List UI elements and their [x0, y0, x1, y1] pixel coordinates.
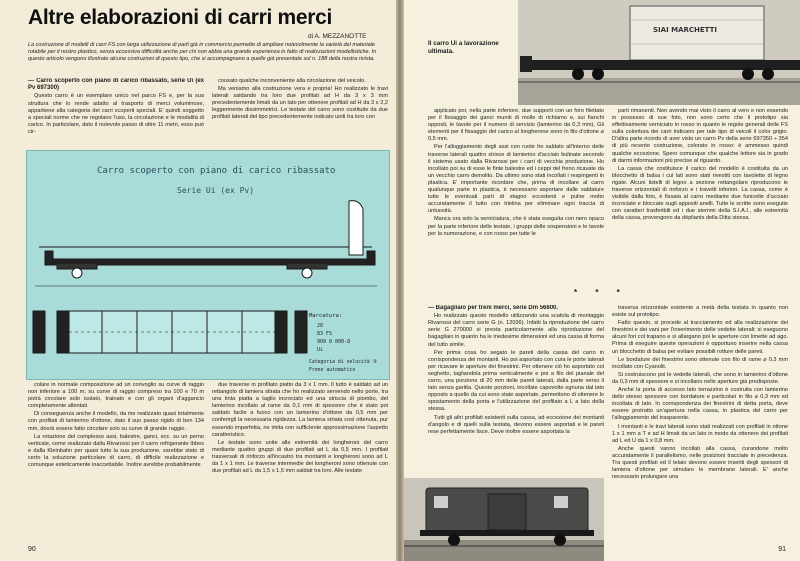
marking-line: 83 FS — [317, 331, 333, 337]
article-intro: La costruzione di modelli di carri FS con larga utilizzazione di parti già in commercio permette di ampliare notevolmente la varietà del materiale rotabile per il nostro plastico, senza eccessiva difficoltà anche per chi non abbia una grande esperienza in fatto di realizzazioni modellistiche. In questo articolo vengono illustrate alcune costruzioni di questo tipo, che si accompagnano a quelle già presentate sul n. 188 della nostra rivista. — [28, 42, 377, 63]
paragraph: Ma veniamo alla costruzione vera e propria! Ho realizzato le travi laterali saldando tra loro due profilati ad H da 3 x 3 mm precedentemente limati da un lato per ottenere profilati ad H da 3 x 2,2 leggermente dissimmetrici. Le testate del carro sono costituite da due profilati laterali del tipo precedentemente indicato uniti tra loro con — [212, 86, 388, 121]
paragraph: Fatto questo, si procede al tracciamento ed alla realizzazione dei finestrini e dei vani per l'inserimento delle vedette laterali: si eseguono alcuni fori col trapano e si allargano poi le aperture con limette ad ago. Prima di eseguire queste operazioni è opportuno inserire nella cassa un blocchetto di balsa per evitare possibili rotture delle pareti. — [612, 320, 788, 355]
side-elevation — [35, 201, 377, 286]
marking-line: 20 — [317, 323, 324, 329]
paragraph: La rotazione del complesso assi, balestre, ganci, ecc. su un perno verticale, come realizzato dalla Rivarossi per il carro refrigerante Ibbes e dalla Kleinbahn per quasi tutto la sua produzione, sarebbe stato di certo la soluzione particolare di carro, di difficile realizzazione e comunque esteticamente inaccettabile. Inoltre avrebbe probabilmente — [28, 433, 204, 469]
paragraph: Le testate sono unite alle estremità dei longheroni del carro mediante quattro gruppi di due profilati ad L da 0,5 mm. I profilati trasversali di rinforzo all'incastro tra montanti e longheroni sono ad L da 1 x 1 mm. Le traverse intermedie dei longheroni sono ottenute con due profilati ad L da 1,5 x 1,5 mm saldati tra loro. Alle testate — [212, 439, 388, 475]
right-page — [404, 0, 800, 561]
paragraph: cousato qualche inconveniente alla circolazione del veicolo. — [218, 78, 366, 84]
paragraph: applicato poi, nella parte inferiore, due supporti con un foro filettato per il fissaggio dei ganci muniti di molle di richiamo e, sui fianchi opposti, le tavole per il numero di servizio (lamierino da 0,3 mm). Gli elementi per il fissaggio del carico al longherone sono in filo d'ottone ⌀ 0,5 mm. — [428, 108, 604, 143]
left-column-3 — [28, 382, 204, 540]
marking-label: Marcatura: — [309, 313, 343, 319]
paragraph: Di conseguenza anche il modello, da me realizzato quasi totalmente con profilati di lamierino d'ottone, dato il suo passo rigido di ben 134 mm, dovrà essere fatto circolare solo su curve di grande raggio. — [28, 411, 204, 432]
book-gutter — [396, 0, 404, 561]
paragraph: traversa orizzontale esistente a metà della testata in quanto non esiste sul prototipo. — [612, 305, 788, 319]
paragraph: due traverse in profilato piatto da 3 x 1 mm. Il tutto è saldato ad un rettangolo di lamiera stirata che ho realizzato servendo nello porte, tra una tinta piatta a taglio incrociato ed una striscia di piombo, del lamierino incollato al rame da 0,1 mm di spessore che è stato poi saldato facile a fuoco con un lamierino d'ottone da 0,5 mm per conferirgli la necessaria rigidezza. La lamiera striata così ottenuta, pur essendo imperfetta, ne imita con sufficiente approssimazione l'aspetto caratteristico. — [212, 382, 388, 438]
photo-dm-wagon — [404, 478, 604, 561]
left-column-4 — [212, 382, 388, 540]
photo-ui-car — [518, 0, 800, 105]
paragraph: colare in normale composizione ad un convoglio su curve di raggio non inferiore a 100 m; su curve di raggio compreso tra 100 e 70 m potrà circolare solo isolato, trainato e con gli organi d'aggancio completamente allentati. — [28, 382, 204, 410]
paragraph: I montanti e le travi laterali sono stati realizzati con profilati in ottone 1 x 1 mm a T e ad H limati da un lato in modo da ottenere dei profilati ad L ed U da 1 x 0,8 mm. — [612, 423, 788, 444]
right-column-1 — [428, 108, 604, 278]
crate-sign: SIAI MARCHETTI — [653, 26, 717, 34]
marking-line: Ui — [317, 347, 324, 353]
right-column-3 — [428, 305, 604, 477]
speed-category-note: Categoria di velocità ③ — [309, 360, 377, 365]
marking-line: 909 0 000-8 — [317, 339, 351, 345]
paragraph: parti rimanenti. Non avendo mai visto il carro al vero e non essendo in possesso di sue foto, non sono certo che il prototipo sia effettivamente verniciato in rosso in quanto le regole generali delle FS sulla coloritura dei carri indicano per tale tipo di veicoli il color grigio. D'altra parte ricordo di aver visto un carro Pv della serie 697350 ÷ 354 di più recente costruzione, colorato in rosso: è ammesso quindi qualche eccezione. Spero comunque che qualche lettore sia in grado di darmi informazioni più precise al riguardo. — [612, 108, 788, 164]
right-column-4 — [612, 305, 788, 543]
left-column-1 — [28, 78, 204, 148]
left-page — [0, 0, 396, 561]
left-column-2 — [212, 78, 388, 148]
paragraph: Manca ora solo la verniciatura, che è stata eseguita con nero opaco per la parte inferiore delle testate, i gruppi delle sospensioni e le tavole per la numerazione, e con rosso per tutte le — [428, 216, 604, 237]
section-heading-dm: — Bagagliaio per treni merci, serie Dm 56800. — [428, 305, 559, 311]
photo-ui-car-svg — [518, 0, 800, 105]
section-separator: * * * — [574, 288, 628, 297]
paragraph: Anche questi vanno incollati alla cassa, curandone molto accuratamente il parallelismo, nelle posizioni tracciate in precedenza. Tra questi profilati ed il telaio devono essere inseriti degli spessori di lamiera d'ottone per simulare le membrane laterali. E' anche necessario prolungare una — [612, 445, 788, 481]
photo-dm-wagon-svg — [404, 478, 604, 561]
photo-caption-top: Il carro Ui a lavorazione ultimata. — [428, 40, 499, 55]
drawing-svg — [27, 151, 389, 379]
right-column-2 — [612, 108, 788, 278]
paragraph: Questo carro è un esemplare unico nel parco FS e, per la sua struttura che lo rende adatto al trasporto di merci voluminose, appartiene alla categoria dei carri scoperti speciali. E' quindi soggetto a speciali norme che ne regolano l'uso, la circolazione e le modalità di carico. In particolare, dato il notevole passo di oltre 11 metri, esso può cir- — [28, 93, 204, 135]
brake-note: Freno automatico — [309, 368, 356, 373]
paragraph: Si costruiscono poi le vedette laterali, che sono in lamierino d'ottone da 0,3 mm di spessore e si incollano nelle aperture già predisposte. — [612, 371, 788, 385]
technical-drawing — [26, 150, 390, 380]
section-heading-ui: — Carro scoperto con piano di carico ribassato, serie Ui (ex Pv 697300) — [28, 78, 204, 92]
paragraph: Per prima cosa ho segato le pareti della cassa del carro in corrispondenza dei montanti. Ho poi asportato con cura le porte laterali per ricavare le aperture dei finestrini. Per ottenere ciò ho asportato col seghetto, tagliandola prima verticalmente e poi a filo del pianale del carro, una porzione di 20 mm delle pareti laterali, dalla parte verso il lato senza garitta. Queste porzioni, incollate capovolte ognuna dal lato opposto a quello da cui sono state asportate, permettono di ottenere lo spostamento della porta e l'utilizzazione del profilato a L a lato della stessa. — [428, 349, 604, 413]
paragraph: La cassa che costituisce il carico del modello è costituita da un blocchetto di balsa i cui lati sono stati rivestiti con tavolette di legno rigate. Alcuni listelli di legno a sezione rettangolare riproducono le traverse orizzontali di rinforzo e i travetti inferiori. La cassa, come è visibile dalla foto, è fissata al carro mediante due funicelle d'acciaio incrociate e bloccate sugli appositi anelli. Tutte le scritte sono eseguite con caratteri trasferibili ed i due stemmi della S.I.A.I., alle estremità della cassa, provengono da dépliants della Ditta stessa. — [612, 165, 788, 222]
article-title: Altre elaborazioni di carri merci — [28, 6, 333, 29]
paragraph: Tutti gli altri profilati esistenti sulla cassa, ad eccezione dei montanti d'angolo e di quelli sulla testata, devono essere asportati e le pareti rese perfettamente lisce. Deve inoltre essere asportata la — [428, 414, 604, 435]
page-number: 91 — [778, 546, 786, 553]
page-number: 90 — [28, 546, 36, 553]
paragraph: Per l'alloggiamento degli assi con ruote ho saldato all'interno delle traverse laterali quattro strisce di lamierino d'acciaio bulinate secondo il sistema usato dalla Rivarossi per i carri di vecchia produzione. Ho incollato poi su di esse le finte balestre ed i ceppi del freno ricavate da un vecchio carro demolito. Da ultimo sono stati incollati i respingenti in plastica. E' importante ricordare che, prima di incollare al carro qualunque parte in plastica, è necessario asportare dalle saldature tutte le eventuali parti di stagno eccedenti e pulire molto accuratamente il tutto con trielina per eliminare ogni traccia di untuosità. — [428, 144, 604, 215]
drawing-subtitle: Serie Ui (ex Pv) — [177, 186, 255, 195]
paragraph: Le bordature dei finestrini sono ottenute con filo di rame ⌀ 0,3 mm incollato con Cyanolit. — [612, 356, 788, 370]
plan-view — [33, 311, 307, 353]
drawing-title: Carro scoperto con piano di carico ribassato — [97, 166, 336, 176]
paragraph: Anche la porta di accesso lato terrazzino è costruita con lamierino dello stesso spessore con bordature e particolari in filo ⌀ 0,3 mm ed incollata di lato. In corrispondenza dei finestrini di detta porta, deve essere protratto un'apertura nella cassa, in plastica del carro per l'alloggiamento del trasparente. — [612, 387, 788, 422]
article-author: di A. MEZZANOTTE — [308, 33, 367, 40]
paragraph: Ho realizzato questo modello utilizzando una scatola di montaggio Rivarossi del carro serie G (n. 12036). Infatti la riproduzione del carro serie G 270000 si presta particolarmente alla riproduzione del bagagliaio in quanto ha le medesime dimensioni ed una cassa di forma del tutto simile. — [428, 313, 604, 348]
